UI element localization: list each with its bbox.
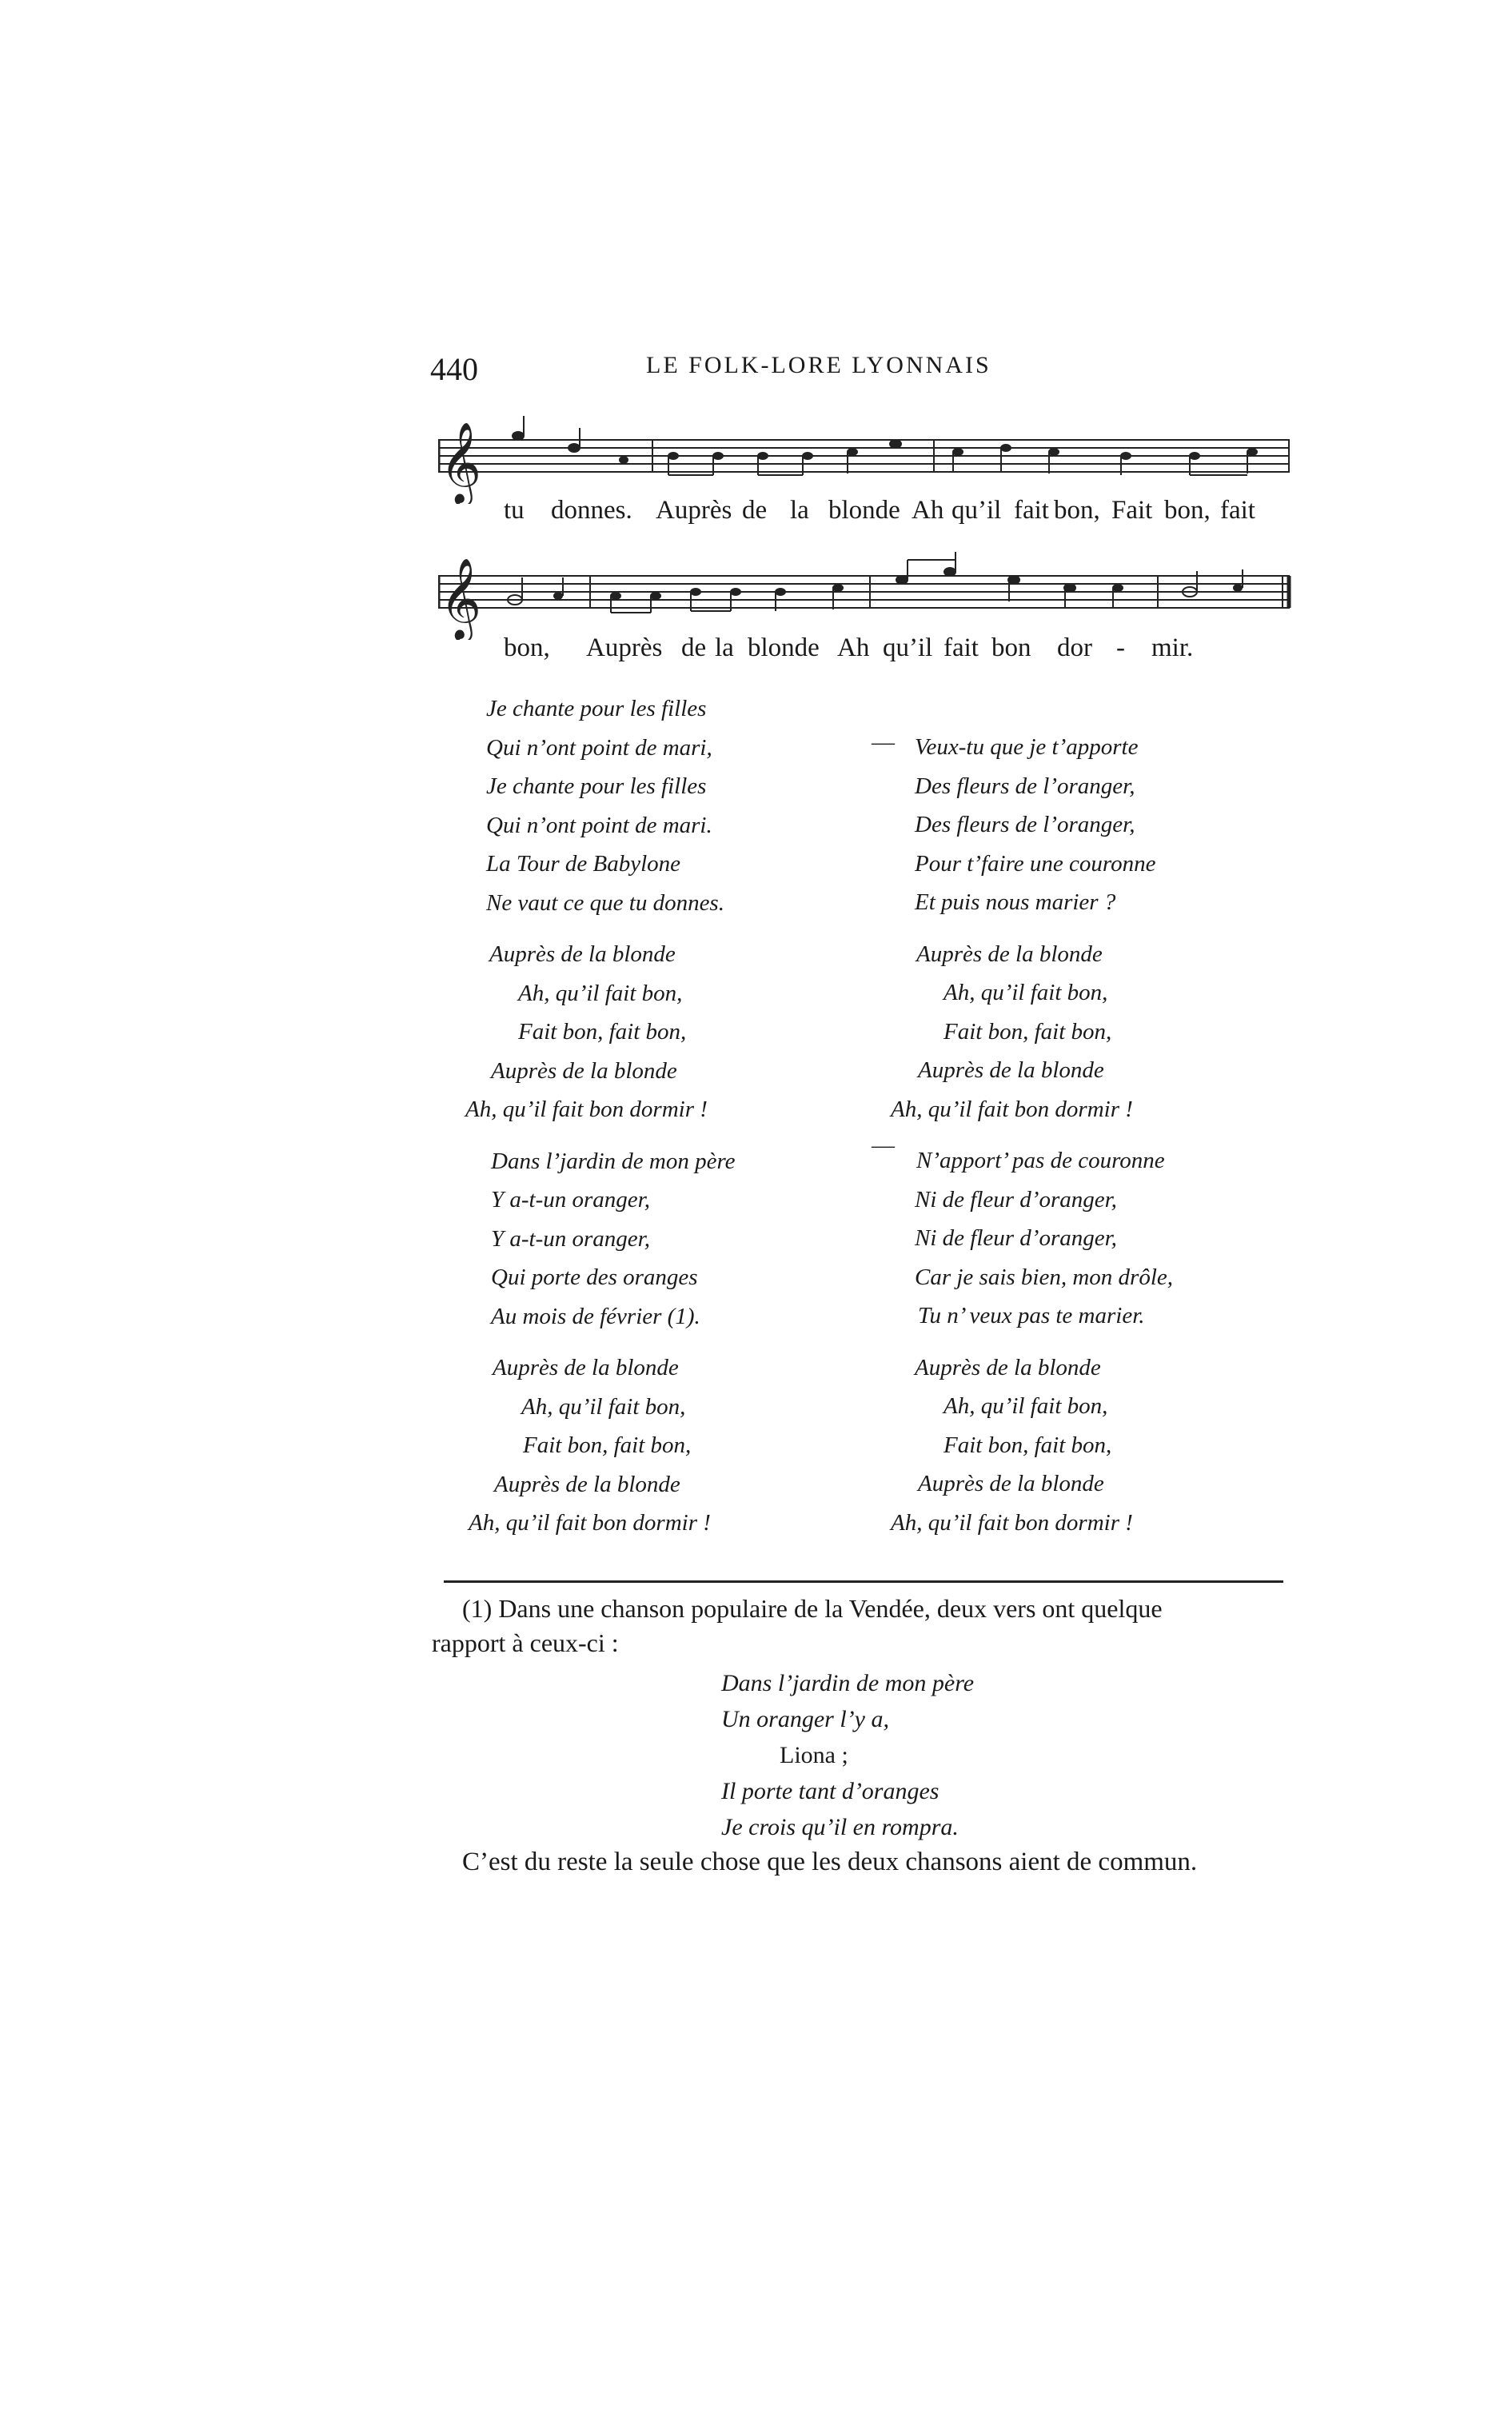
lyric-syllable: Ah <box>912 496 944 525</box>
verse-line: Dans l’jardin de mon père <box>491 1148 736 1174</box>
verse-line: Fait bon, fait bon, <box>518 1019 687 1045</box>
quote-line: Je crois qu’il en rompra. <box>721 1814 959 1840</box>
verse-line: Ni de fleur d’oranger, <box>915 1186 1117 1212</box>
verse-line: Auprès de la blonde <box>915 1354 1101 1380</box>
verse-line: Tu n’ veux pas te marier. <box>918 1303 1145 1328</box>
music-staff-1 <box>438 416 1294 504</box>
lyric-syllable: la <box>790 496 809 525</box>
quote-line: Liona ; <box>780 1742 848 1768</box>
lyric-syllable: dor <box>1057 633 1092 662</box>
lyric-syllable: fait <box>944 633 979 662</box>
lyric-syllable: Fait <box>1111 496 1153 525</box>
verse-line: Ah, qu’il fait bon dormir ! <box>469 1510 711 1536</box>
right-refrain-1 <box>891 935 1173 1129</box>
verse-line: Fait bon, fait bon, <box>944 1432 1112 1458</box>
footnote <box>432 1592 1287 1660</box>
quote-line: Dans l’jardin de mon père <box>721 1670 975 1696</box>
verse-line: Ah, qu’il fait bon, <box>944 1393 1108 1419</box>
footnote-closing: C’est du reste la seule chose que les deux chansons aient de commun. <box>462 1848 1198 1876</box>
verse-line: Auprès de la blonde <box>494 1471 680 1497</box>
page-number: 440 <box>430 351 478 387</box>
lyric-syllable: blonde <box>748 633 820 662</box>
lyric-syllable: donnes. <box>551 496 632 525</box>
music-staff-2 <box>438 552 1294 640</box>
verse-line: Auprès de la blonde <box>918 1471 1104 1496</box>
verse-line: Qui porte des oranges <box>491 1264 698 1290</box>
verse-line: Ah, qu’il fait bon, <box>518 980 683 1006</box>
footnote-line: (1) Dans une chanson populaire de la Vendée, deux vers ont quelque <box>462 1594 1163 1623</box>
left-verse-column <box>465 689 736 1556</box>
lyric-syllable: blonde <box>828 496 900 525</box>
dialogue-dash: — <box>872 1133 895 1158</box>
dialogue-dash: — <box>872 729 895 755</box>
right-stanza-1 <box>915 728 1173 922</box>
verse-line: Car je sais bien, mon drôle, <box>915 1264 1174 1290</box>
verse-line: Ni de fleur d’oranger, <box>915 1225 1117 1251</box>
lyric-syllable: la <box>715 633 734 662</box>
verse-line: Qui n’ont point de mari. <box>486 812 712 838</box>
lyric-syllable: qu’il <box>951 496 1002 525</box>
verse-line: Auprès de la blonde <box>489 941 676 967</box>
quote-line: Il porte tant d’oranges <box>721 1778 940 1804</box>
verse-line: Des fleurs de l’oranger, <box>915 812 1135 837</box>
lyric-syllable: de <box>742 496 768 525</box>
lyric-syllable: bon, <box>504 633 550 662</box>
treble-clef-icon: 𝄞 <box>440 425 482 502</box>
verse-line: Fait bon, fait bon, <box>523 1432 692 1458</box>
verse-line: N’apport’ pas de couronne <box>916 1148 1165 1173</box>
verse-line: Qui n’ont point de mari, <box>486 734 712 761</box>
verse-line: Ah, qu’il fait bon, <box>944 980 1108 1005</box>
left-refrain-2 <box>469 1348 736 1543</box>
verse-line: Auprès de la blonde <box>493 1355 679 1380</box>
verse-line: Veux-tu que je t’apporte <box>915 734 1139 760</box>
verse-line: Y a-t-un oranger, <box>491 1187 650 1212</box>
lyric-syllable: de <box>681 633 707 662</box>
lyric-syllable: fait <box>1014 496 1049 525</box>
lyric-syllable: Auprès <box>656 496 732 525</box>
footnote-quote <box>721 1665 974 1845</box>
footnote-line: rapport à ceux-ci : <box>432 1628 619 1657</box>
lyric-syllable: Ah <box>837 633 870 662</box>
verse-line: Auprès de la blonde <box>491 1057 677 1084</box>
right-stanza-2 <box>915 1141 1173 1336</box>
left-stanza-1 <box>486 689 736 922</box>
lyric-syllable: bon, <box>1054 496 1100 525</box>
lyric-syllable: fait <box>1220 496 1255 525</box>
quote-line: Un oranger l’y a, <box>721 1706 889 1732</box>
lyric-syllable: qu’il <box>883 633 933 662</box>
verse-line: Ne vaut ce que tu donnes. <box>486 889 724 916</box>
verse-line: La Tour de Babylone <box>486 851 681 877</box>
right-refrain-2 <box>891 1348 1173 1543</box>
verse-line: Au mois de février (1). <box>491 1303 700 1329</box>
verse-line: Et puis nous marier ? <box>915 889 1116 915</box>
lyric-syllable: tu <box>504 496 525 525</box>
lyric-syllable: mir. <box>1151 633 1194 662</box>
lyric-syllable: bon, <box>1164 496 1211 525</box>
right-verse-column <box>891 728 1174 1555</box>
verse-line: Des fleurs de l’oranger, <box>915 773 1135 799</box>
verse-line: Je chante pour les filles <box>486 696 707 721</box>
verse-line: Y a-t-un oranger, <box>491 1225 650 1252</box>
verse-line: Je chante pour les filles <box>486 773 707 799</box>
lyric-syllable: bon <box>991 633 1031 662</box>
verse-line: Fait bon, fait bon, <box>944 1018 1112 1045</box>
lyric-syllable: - <box>1116 633 1125 662</box>
footnote-separator <box>444 1580 1283 1583</box>
lyric-syllable: Auprès <box>586 633 663 662</box>
left-stanza-2 <box>486 1142 736 1336</box>
verse-line: Ah, qu’il fait bon, <box>521 1393 686 1420</box>
verse-line: Ah, qu’il fait bon dormir ! <box>465 1097 708 1122</box>
verse-line: Pour t’faire une couronne <box>915 850 1156 877</box>
verse-line: Auprès de la blonde <box>916 941 1103 967</box>
left-refrain-1 <box>465 935 736 1129</box>
running-title: LE FOLK-LORE LYONNAIS <box>646 352 991 378</box>
verse-line: Ah, qu’il fait bon dormir ! <box>891 1096 1133 1122</box>
treble-clef-icon: 𝄞 <box>440 561 482 638</box>
verse-line: Auprès de la blonde <box>918 1057 1104 1083</box>
verse-line: Ah, qu’il fait bon dormir ! <box>891 1509 1133 1536</box>
